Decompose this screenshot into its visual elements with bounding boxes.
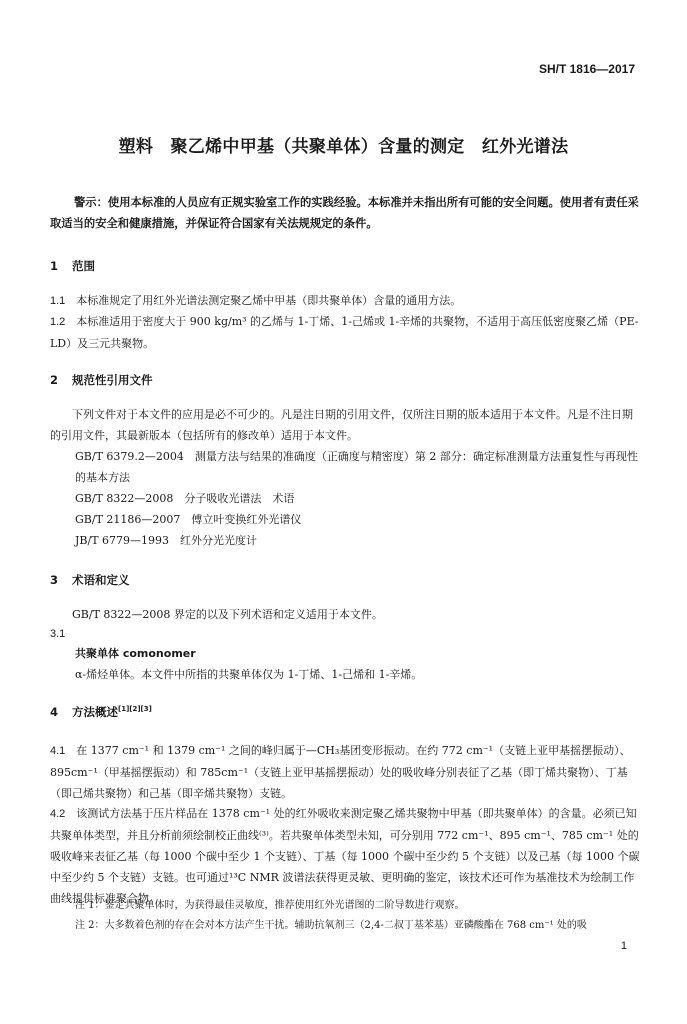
reference-item: GB/T 8322—2008 分子吸收光谱法 术语: [75, 492, 295, 505]
section-title: 范围: [72, 259, 95, 273]
clause-4-1: [50, 740, 640, 804]
clause-number: 1.1: [50, 295, 66, 307]
section-1-heading: [50, 258, 95, 274]
page-number: 1: [620, 940, 627, 952]
note-2: 注 2：大多数着色剂的存在会对本方法产生干扰。辅助抗氧剂三（2,4-二叔丁基苯基）亚磷酸酯在 768 cm⁻¹ 处的吸: [75, 920, 587, 931]
clause-text: 该测试方法基于压片样品在 1378 cm⁻¹ 处的红外吸收来测定聚乙烯共聚物中甲基（即共聚单体）的含量。必须已知共聚单体类型，并且分析前须绘制校正曲线⁽³⁾。若共聚单体类型未知，可分别用 772 cm⁻¹、895 cm⁻¹、785 cm⁻¹ 处的吸收峰来表征乙基（每 1000 个碳中至少 1 个支链）、丁基（每 1000 个碳中至少约 5 个支链）以及己基（每 1000 个碳中至少约 5 个支链）支链。也可通过¹³C NMR 波谱法获得更灵敏、更明确的鉴定，该技术还可作为基准技术为绘制工作曲线提供标准聚合物。: [50, 807, 640, 905]
citation-marker: [1][2][3]: [118, 705, 152, 714]
term-definition: α-烯烃单体。本文件中所指的共聚单体仅为 1-丁烯、1-己烯和 1-辛烯。: [75, 668, 423, 681]
clause-text: 本标准适用于密度大于 900 kg/m³ 的乙烯与 1-丁烯、1-己烯或 1-辛烯的共聚物，不适用于高压低密度聚乙烯（PE-LD）及三元共聚物。: [50, 315, 639, 350]
clause-text: 本标准规定了用红外光谱法测定聚乙烯中甲基（即共聚单体）含量的通用方法。: [76, 294, 462, 307]
term-name: 共聚单体 comonomer: [75, 647, 196, 660]
clause-4-2: [50, 803, 640, 909]
section-4-heading: [50, 704, 152, 720]
reference-item: JB/T 6779—1993 红外分光光度计: [75, 534, 258, 547]
clause-number: 4.1: [50, 745, 66, 757]
clause-number: 4.2: [50, 808, 66, 820]
document-title: 塑料 聚乙烯中甲基（共聚单体）含量的测定 红外光谱法: [118, 137, 569, 157]
clause-number: 1.2: [50, 316, 66, 328]
section-2-heading: [50, 372, 153, 388]
section-number: 3: [50, 573, 59, 587]
clause-1-1: [50, 290, 640, 312]
reference-item: GB/T 21186—2007 傅立叶变换红外光谱仪: [75, 513, 302, 526]
references-intro: 下列文件对于本文件的应用是必不可少的。凡是注日期的引用文件，仅所注日期的版本适用于本文件。凡是不注日期的引用文件，其最新版本（包括所有的修改单）适用于本文件。: [50, 408, 633, 442]
terms-intro: GB/T 8322—2008 界定的以及下列术语和定义适用于本文件。: [72, 608, 383, 621]
section-title: 方法概述: [72, 705, 118, 719]
section-title: 术语和定义: [72, 573, 130, 587]
standard-code: SH/T 1816—2017: [538, 62, 635, 76]
note-1: 注 1：鉴定共聚单体时，为获得最佳灵敏度，推荐使用红外光谱图的二阶导数进行观察。: [75, 900, 465, 911]
section-number: 2: [50, 373, 59, 387]
warning-notice: 警示：使用本标准的人员应有正规实验室工作的实践经验。本标准并未指出所有可能的安全问题。使用者有责任采取适当的安全和健康措施，并保证符合国家有关法规规定的条件。: [50, 196, 639, 230]
reference-item: GB/T 6379.2—2004 测量方法与结果的准确度（正确度与精密度）第 2 部分：确定标准测量方法重复性与再现性的基本方法: [75, 450, 638, 484]
clause-text: 在 1377 cm⁻¹ 和 1379 cm⁻¹ 之间的峰归属于—CH₃基团变形振动。在约 772 cm⁻¹（支链上亚甲基摇摆振动）、895cm⁻¹（甲基摇摆振动）和 785cm⁻¹（支链上亚甲基摇摆振动）处的吸收峰分别表征了乙基（即丁烯共聚物）、丁基（即己烯共聚物）和己基（即辛烯共聚物）支链。: [50, 744, 631, 800]
section-3-heading: [50, 572, 130, 588]
clause-1-2: [50, 311, 640, 354]
section-title: 规范性引用文件: [72, 373, 153, 387]
section-number: 4: [50, 705, 59, 719]
term-number: 3.1: [50, 628, 66, 640]
section-number: 1: [50, 259, 59, 273]
